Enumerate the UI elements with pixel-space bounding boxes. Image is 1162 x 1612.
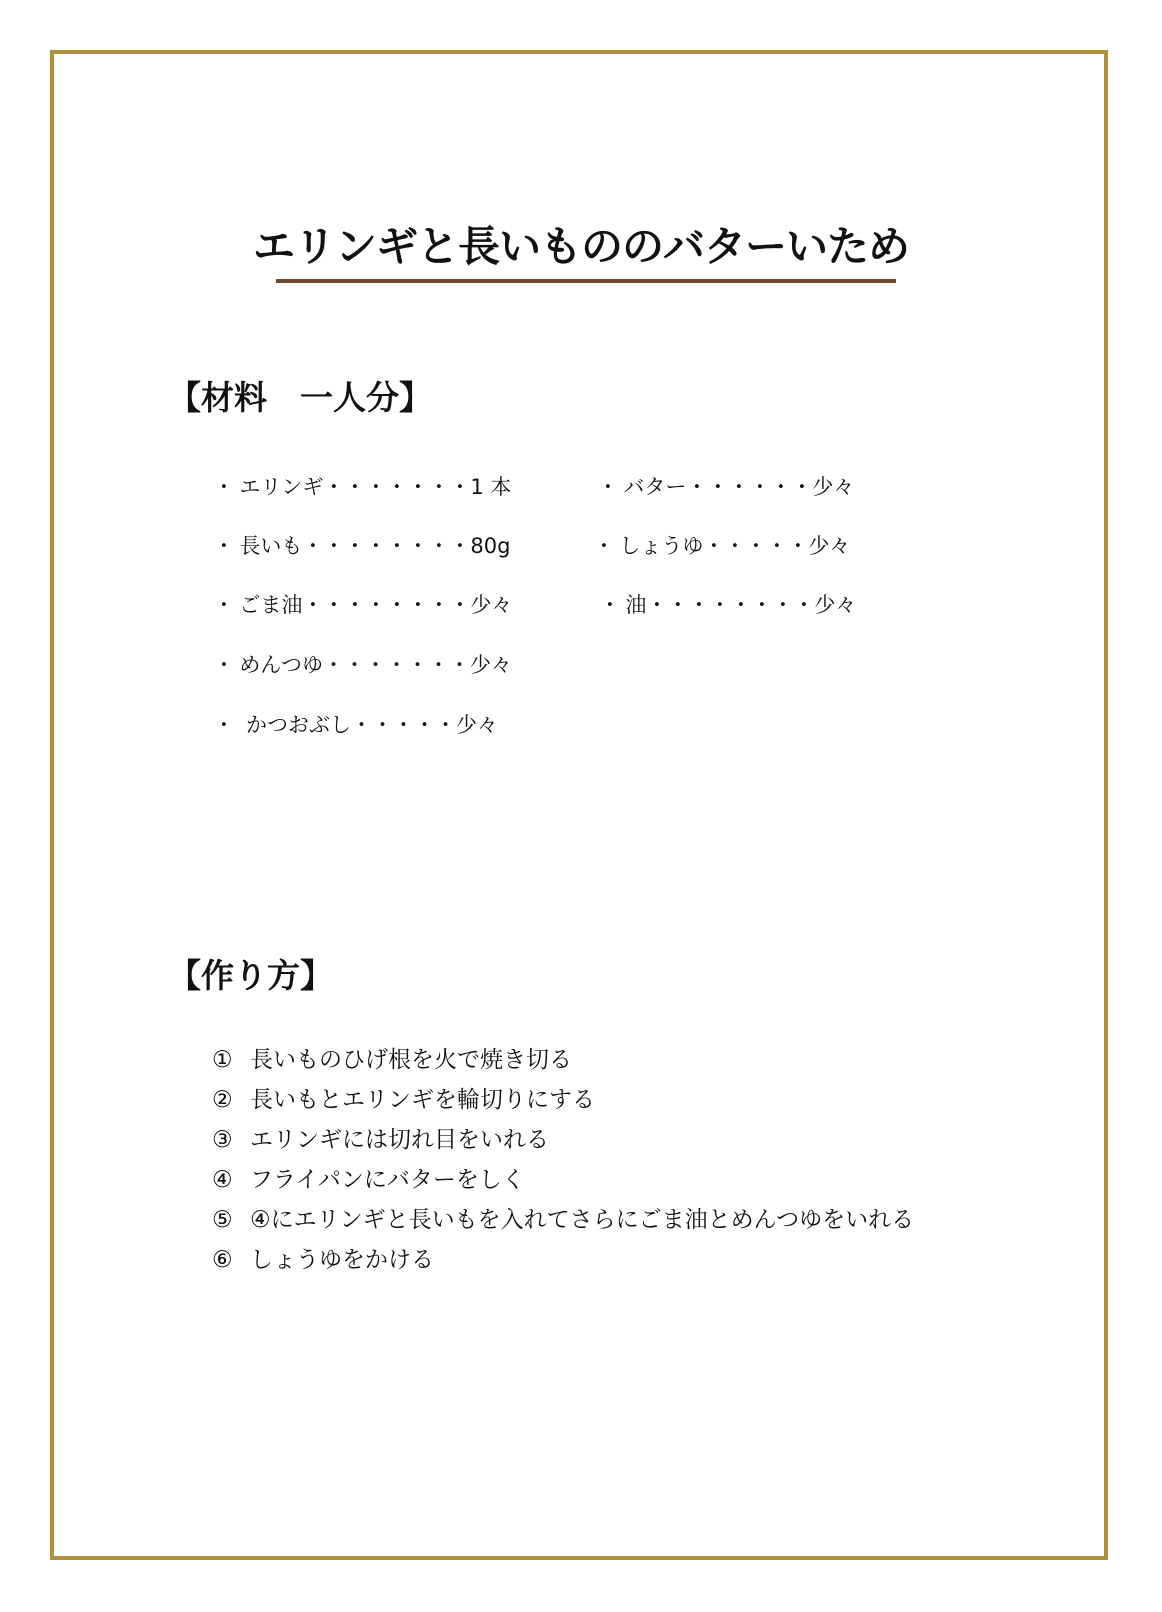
- step-text: しょうゆをかける: [250, 1247, 434, 1273]
- bullet-icon: ・: [213, 653, 235, 677]
- step-text: ④にエリンギと長いもを入れてさらにごま油とめんつゆをいれる: [250, 1207, 915, 1233]
- step-item: [212, 1120, 914, 1160]
- method-heading: 【作り方】: [168, 956, 333, 995]
- ingredient-item: [200, 694, 498, 736]
- bullet-icon: ・: [213, 475, 235, 499]
- ingredient-item: [200, 634, 512, 676]
- ingredient-text: かつおぶし・・・・・少々: [239, 713, 499, 737]
- ingredient-item: [200, 515, 510, 557]
- step-number: ③: [212, 1127, 233, 1153]
- step-item: [212, 1160, 914, 1200]
- ingredient-text: エリンギ・・・・・・・1 本: [239, 475, 512, 499]
- bullet-icon: ・: [213, 713, 235, 737]
- ingredient-item: [584, 456, 854, 498]
- ingredient-text: 油・・・・・・・・少々: [625, 593, 857, 617]
- bullet-icon: ・: [593, 534, 615, 558]
- step-item: [212, 1040, 914, 1080]
- step-number: ①: [212, 1047, 233, 1073]
- step-number: ⑤: [212, 1207, 233, 1233]
- ingredient-item: [200, 456, 511, 498]
- recipe-title: エリンギと長いもののバターいため: [252, 222, 909, 271]
- step-item: [212, 1200, 914, 1240]
- step-text: 長いもとエリンギを輪切りにする: [250, 1087, 595, 1113]
- step-item: [212, 1080, 914, 1120]
- ingredient-item: [586, 574, 856, 616]
- title-underline: [276, 279, 896, 283]
- ingredient-text: めんつゆ・・・・・・・少々: [239, 653, 512, 677]
- ingredient-text: ごま油・・・・・・・・少々: [239, 593, 513, 617]
- method-steps: [212, 1040, 914, 1280]
- bullet-icon: ・: [213, 534, 235, 558]
- step-text: 長いものひげ根を火で焼き切る: [250, 1047, 572, 1073]
- step-item: [212, 1240, 914, 1280]
- step-number: ②: [212, 1087, 233, 1113]
- step-text: エリンギには切れ目をいれる: [250, 1127, 549, 1153]
- bullet-icon: ・: [597, 475, 619, 499]
- step-number: ④: [212, 1167, 233, 1193]
- step-text: フライパンにバターをしく: [250, 1167, 525, 1193]
- ingredient-text: 長いも・・・・・・・・80g: [239, 534, 511, 558]
- ingredients-heading: 【材料 一人分】: [168, 378, 432, 417]
- bullet-icon: ・: [213, 593, 235, 617]
- ingredient-text: しょうゆ・・・・・少々: [619, 534, 851, 558]
- step-number: ⑥: [212, 1247, 233, 1273]
- ingredient-item: [580, 515, 850, 557]
- page-border: [50, 50, 1108, 1560]
- ingredient-text: バター・・・・・・少々: [623, 475, 855, 499]
- bullet-icon: ・: [599, 593, 621, 617]
- ingredient-item: [200, 574, 512, 616]
